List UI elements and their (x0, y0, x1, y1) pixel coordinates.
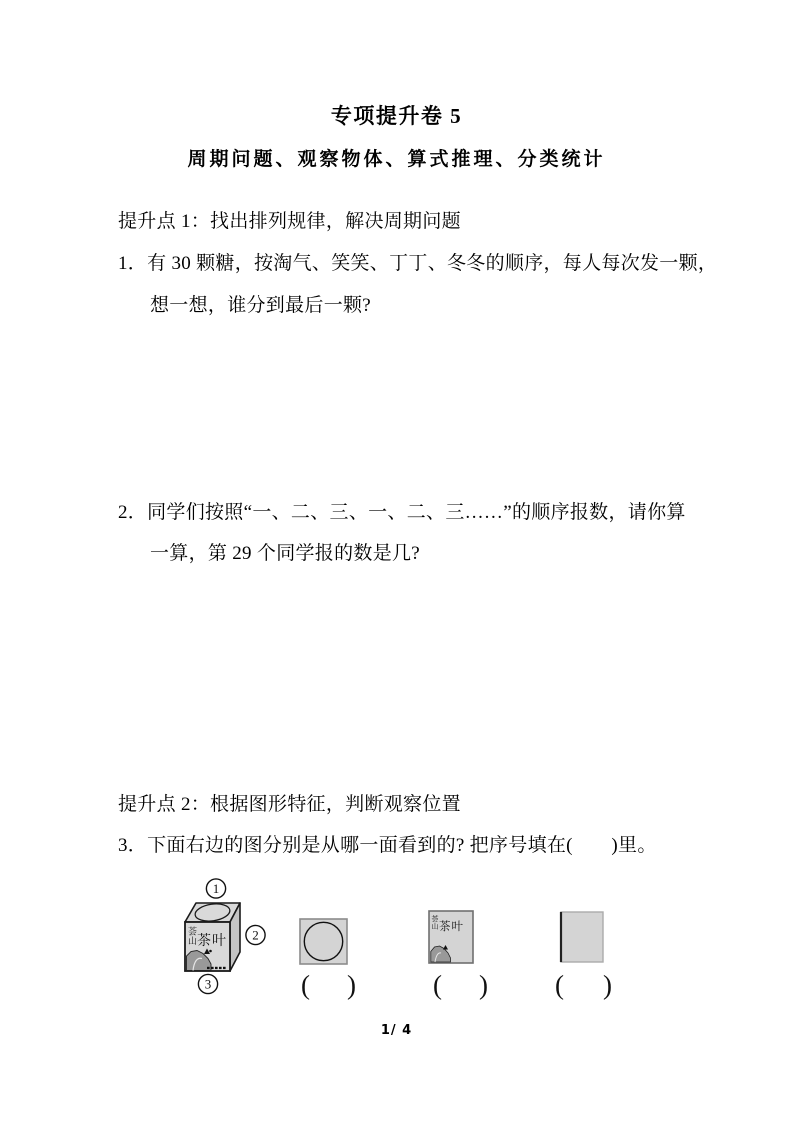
box-mountain-dot (209, 950, 212, 953)
option-top-view-square (300, 919, 347, 964)
answer-blank-1-open: ( (301, 970, 310, 1000)
view-label-1-number: 1 (212, 881, 220, 896)
question-3-line-1: 3．下面右边的图分别是从哪一面看到的? 把序号填在( )里。 (118, 835, 657, 856)
section-1-heading: 提升点 1：找出排列规律，解决周期问题 (118, 211, 461, 232)
view-label-2-number: 2 (252, 927, 259, 943)
answer-blank-3-open: ( (555, 970, 564, 1000)
view-label-2-right (246, 925, 265, 944)
answer-blank-2-open: ( (433, 970, 442, 1000)
tea-box-observation-figure (150, 870, 650, 1012)
question-2-line-1: 2．同学们按照“一、二、三、一、二、三……”的顺序报数，请你算 (118, 502, 686, 523)
answer-blank-3-close: ) (603, 970, 612, 1000)
view-label-3-front (198, 974, 217, 993)
box-brand-small-char-1: 荟 (188, 926, 198, 937)
option-side-view (555, 912, 612, 1000)
box-brand-small-char-2: 山 (188, 936, 198, 946)
answer-blank-1-close: ) (347, 970, 356, 1000)
option-front-small-char-1: 荟 (431, 915, 439, 923)
section-2-heading: 提升点 2：根据图形特征，判断观察位置 (118, 794, 461, 815)
option-front-small-char-2: 山 (431, 922, 439, 931)
view-label-1-top (206, 879, 225, 898)
box-brand-label: 茶叶 (197, 934, 227, 949)
question-2-line-2: 一算，第 29 个同学报的数是几? (150, 543, 421, 564)
option-side-view-square (561, 912, 603, 962)
tea-box-3d (185, 902, 240, 971)
view-label-3-number: 3 (204, 976, 212, 992)
question-1-line-2: 想一想，谁分到最后一颗? (150, 295, 372, 316)
question-1-line-1: 1．有 30 颗糖，按淘气、笑笑、丁丁、冬冬的顺序，每人每次发一颗， (118, 253, 718, 274)
answer-blank-2-close: ) (479, 970, 488, 1000)
option-top-view (300, 919, 356, 1000)
page-title: 专项提升卷 5 (330, 104, 463, 128)
option-front-view (429, 911, 488, 1000)
page-number: 1/ 4 (380, 1023, 413, 1038)
option-front-brand-label: 茶叶 (439, 921, 464, 933)
page-subtitle: 周期问题、观察物体、算式推理、分类统计 (187, 149, 606, 170)
